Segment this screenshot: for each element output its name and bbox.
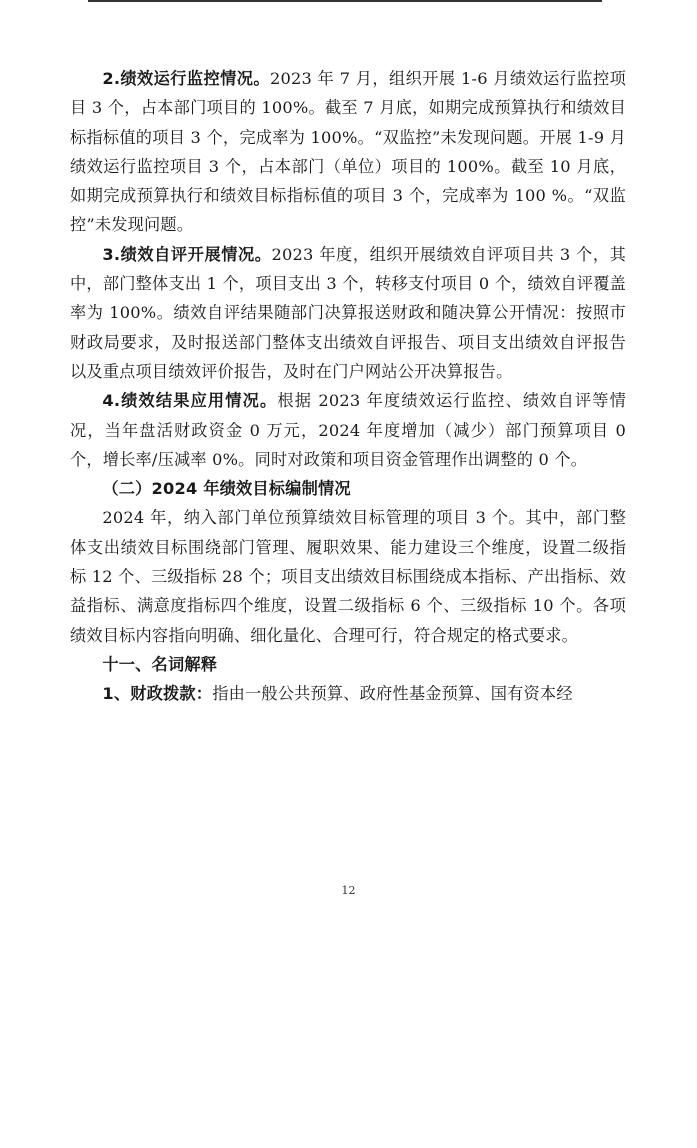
text-monitoring: 2023 年 7 月，组织开展 1-6 月绩效运行监控项目 3 个，占本部门项目的 100%。截至 7 月底，如期完成预算执行和绩效目标指标值的项目 3 个，完成率为 100%。“双监控”未发现问题。开展 1-9 月绩效运行监控项目 3 个，占本部门（单位）项目的 100%。截至 10 月底，如期完成预算执行和绩效目标指标值的项目 3 个，完成率为 100 %。“双监控”未发现问题。 bbox=[70, 69, 626, 235]
definition-fiscal-appropriation: 指由一般公共预算、政府性基金预算、国有资本经 bbox=[212, 684, 573, 704]
blank-page-area bbox=[0, 968, 697, 1148]
page-number: 12 bbox=[341, 884, 356, 897]
text-self-evaluation: 2023 年度，组织开展绩效自评项目共 3 个，其中，部门整体支出 1 个，项目支出 3 个，转移支付项目 0 个，绩效自评覆盖率为 100%。绩效自评结果随部门决算报送财政和随决算公开情况：按照市财政局要求，及时报送部门整体支出绩效自评报告、项目支出绩效自评报告以及重点项目绩效评价报告，及时在门户网站公开决算报告。 bbox=[70, 244, 626, 381]
section-11-title: 十一、名词解释 bbox=[102, 654, 218, 674]
paragraph-results-application bbox=[70, 386, 626, 474]
subsection-2024-heading bbox=[70, 474, 626, 503]
heading-self-evaluation: 3.绩效自评开展情况。 bbox=[102, 244, 272, 264]
subsection-2024-title: （二）2024 年绩效目标编制情况 bbox=[102, 479, 351, 499]
paragraph-2024-targets: 2024 年，纳入部门单位预算绩效目标管理的项目 3 个。其中，部门整体支出绩效目标围绕部门管理、履职效果、能力建设三个维度，设置二级指标 12 个、三级指标 28 个；项目支出绩效目标围绕成本指标、产出指标、效益指标、满意度指标四个维度，设置二级指标 6 个、三级指标 10 个。各项绩效目标内容指向明确、细化量化、合理可行，符合规定的格式要求。 bbox=[70, 508, 626, 645]
heading-monitoring: 2.绩效运行监控情况。 bbox=[102, 69, 270, 88]
paragraph-self-evaluation bbox=[70, 240, 626, 386]
text-results-application: 根据 2023 年度绩效运行监控、绩效自评等情况，当年盘活财政资金 0 万元，2024 年度增加（减少）部门预算项目 0 个，增长率/压减率 0%。同时对政策和项目资金管理作出调整的 0 个。 bbox=[70, 391, 626, 469]
heading-results-application: 4.绩效结果应用情况。 bbox=[102, 391, 278, 411]
term-fiscal-appropriation: 1、财政拨款： bbox=[102, 684, 213, 704]
section-11-heading bbox=[70, 650, 626, 679]
paragraph-fiscal-appropriation bbox=[70, 679, 626, 708]
paragraph-monitoring bbox=[70, 64, 626, 240]
top-border-line bbox=[88, 0, 602, 2]
document-body bbox=[70, 64, 626, 709]
